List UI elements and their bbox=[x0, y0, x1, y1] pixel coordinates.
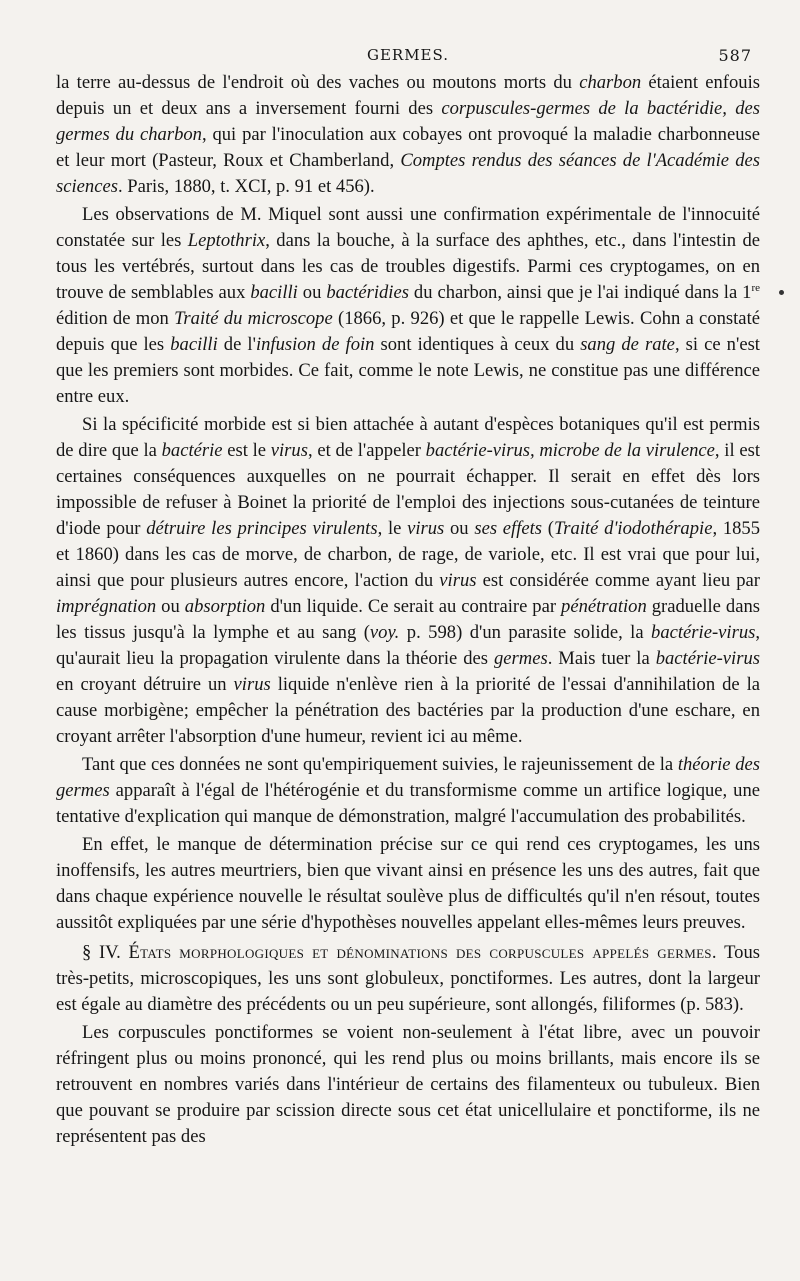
text-run: Tous très-petits, microscopiques, les uns sont globuleux, ponctiformes. Les autres, dont la largeur est égale au diamètre des précédents ou un peu supérieure, sont allongés, filiformes (p. 583). bbox=[56, 942, 760, 1015]
text-run: , et de l'appeler bbox=[307, 440, 426, 461]
italic-text: Leptothrix bbox=[187, 230, 266, 251]
paragraph bbox=[56, 832, 760, 936]
text-run: . Mais tuer la bbox=[547, 648, 656, 669]
paragraph bbox=[56, 1020, 760, 1150]
text-run: ou bbox=[156, 596, 185, 617]
text-run: Les observations de M. Miquel sont aussi une confirmation expérimentale de l'innocuité constatée sur les bbox=[56, 204, 760, 251]
text-run: , il est certaines conséquences auxquelles on ne pourrait échapper. Il serait en effet dès lors impossible de refuser à Boinet la priorité de l'emploi des injections sous-cutanées de teinture d'iode pour bbox=[56, 440, 760, 539]
text-run: d'un liquide. Ce serait au contraire par bbox=[265, 596, 562, 617]
italic-text: Comptes rendus des séances de l'Académie des sciences bbox=[56, 150, 760, 197]
italic-text: sang de rate bbox=[580, 334, 675, 355]
paragraph bbox=[56, 70, 760, 200]
italic-text: bacilli bbox=[250, 282, 298, 303]
italic-text: Traité d'iodothérapie bbox=[553, 518, 713, 539]
paragraph bbox=[56, 412, 760, 750]
page-number: 587 bbox=[718, 46, 752, 65]
italic-text: corpuscules-germes de la bactéridie, des germes du charbon bbox=[56, 98, 760, 145]
running-title: GERMES. bbox=[366, 46, 450, 64]
italic-text: charbon bbox=[579, 72, 642, 93]
text-run: du charbon, ainsi que je l'ai indiqué dans la 1 bbox=[408, 282, 752, 303]
margin-mark bbox=[779, 290, 784, 295]
text-run: ( bbox=[542, 518, 554, 539]
paragraph bbox=[56, 202, 760, 410]
text-run: apparaît à l'égal de l'hétérogénie et du transformisme comme un artifice logique, une tentative d'explication qui manque de démonstration, malgré l'accumulation des probabilités. bbox=[56, 780, 760, 827]
text-run: , 1855 et 1860) dans les cas de morve, de charbon, de rage, de variole, etc. Il est vrai que pour lui, ainsi que pour plusieurs autres encore, l'action du bbox=[56, 518, 761, 591]
text-run: liquide n'enlève rien à la priorité de l'essai d'annihilation de la cause morbigène; empêcher la pénétration des bactéries par la production d'une eschare, en croyant arrêter l'absorption d'une humeur, revient ici au même. bbox=[56, 674, 761, 747]
text-run: édition de mon bbox=[56, 308, 175, 329]
italic-text: absorption bbox=[184, 596, 266, 617]
text-run: graduelle dans les tissus jusqu'à la lymphe et au sang ( bbox=[56, 596, 761, 643]
italic-text: virus bbox=[407, 518, 445, 539]
text-run: , qui par l'inoculation aux cobayes ont provoqué la maladie charbonneuse et leur mort (Pasteur, Roux et Chamberland, bbox=[56, 124, 760, 171]
text-run: est le bbox=[222, 440, 271, 461]
text-run: en croyant détruire un bbox=[56, 674, 234, 695]
text-run: Si la spécificité morbide est si bien attachée à autant d'espèces botaniques qu'il est permis de dire que la bbox=[56, 414, 760, 461]
text-run: . Paris, 1880, t. XCI, p. 91 et 456). bbox=[117, 176, 375, 197]
text-run: p. 598) d'un parasite solide, la bbox=[399, 622, 652, 643]
section-heading: États morphologiques et dénominations des corpuscules appelés germes. bbox=[128, 942, 717, 963]
italic-text: ses effets bbox=[474, 518, 543, 539]
text-run: sont identiques à ceux du bbox=[374, 334, 581, 355]
italic-text: bacilli bbox=[170, 334, 218, 355]
text-run: Tant que ces données ne sont qu'empiriquement suivies, le rajeunissement de la bbox=[82, 754, 678, 775]
text-run: , dans la bouche, à la surface des aphthes, etc., dans l'intestin de tous les vertébrés, surtout dans les cas de troubles digestifs. Parmi ces cryptogames, on en trouve de semblables aux bbox=[56, 230, 761, 303]
superscript: re bbox=[751, 281, 760, 294]
text-run: , le bbox=[377, 518, 408, 539]
text-run: la terre au-dessus de l'endroit où des vaches ou moutons morts du bbox=[56, 72, 580, 93]
italic-text: bactérie-virus bbox=[651, 622, 756, 643]
italic-text: bactéridies bbox=[326, 282, 409, 303]
text-run: , si ce n'est que les premiers sont morbides. Ce fait, comme le note Lewis, ne constitue pas une différence entre eux. bbox=[56, 334, 760, 407]
italic-text: bactérie bbox=[161, 440, 223, 461]
text-run: En effet, le manque de détermination précise sur ce qui rend ces cryptogames, les uns inoffensifs, les autres meurtriers, bien que vivant ainsi en présence les uns des autres, fait que dans chaque expérience nouvelle le résultat soulève plus de difficultés qu'il n'en résout, toutes aussitôt expliquées par une série d'hypothèses nouvelles appelant elles-mêmes leurs preuves. bbox=[56, 834, 760, 933]
text-run: , qu'aurait lieu la propagation virulente dans la théorie des bbox=[56, 622, 761, 669]
italic-text: pénétration bbox=[561, 596, 647, 617]
text-run: Les corpuscules ponctiformes se voient non-seulement à l'état libre, avec un pouvoir réfringent plus ou moins prononcé, qui les rend plus ou moins brillants, mais encore ils se retrouvent en nombres variés dans l'intérieur de certains des filamenteux ou tubuleux. Bien que pouvant se produire par scission directe sous cet état unicellulaire et ponctiforme, ils ne représentent pas des bbox=[56, 1022, 760, 1147]
italic-text: infusion de foin bbox=[255, 334, 375, 355]
section-paragraph bbox=[56, 940, 760, 1018]
italic-text: imprégnation bbox=[56, 596, 157, 617]
italic-text: bactérie-virus, microbe de la virulence bbox=[425, 440, 715, 461]
paragraph bbox=[56, 752, 760, 830]
text-run: est considérée comme ayant lieu par bbox=[476, 570, 760, 591]
text-run: étaient enfouis depuis un et deux ans a inversement fourni des bbox=[56, 72, 760, 119]
italic-text: virus bbox=[270, 440, 308, 461]
italic-text: voy. bbox=[369, 622, 400, 643]
italic-text: détruire les principes virulents bbox=[146, 518, 378, 539]
italic-text: germes bbox=[493, 648, 548, 669]
text-run: ou bbox=[444, 518, 475, 539]
page-header bbox=[56, 46, 760, 70]
text-run: (1866, p. 926) et que le rappelle Lewis. Cohn a constaté depuis que les bbox=[56, 308, 760, 355]
body-text bbox=[56, 70, 760, 1150]
italic-text: virus bbox=[233, 674, 271, 695]
italic-text: Traité du microscope bbox=[174, 308, 333, 329]
text-run: ou bbox=[297, 282, 327, 303]
italic-text: théorie des germes bbox=[56, 754, 760, 801]
italic-text: virus bbox=[439, 570, 477, 591]
text-run: de l' bbox=[217, 334, 256, 355]
text-run: § IV. bbox=[82, 942, 129, 963]
italic-text: bactérie-virus bbox=[655, 648, 760, 669]
